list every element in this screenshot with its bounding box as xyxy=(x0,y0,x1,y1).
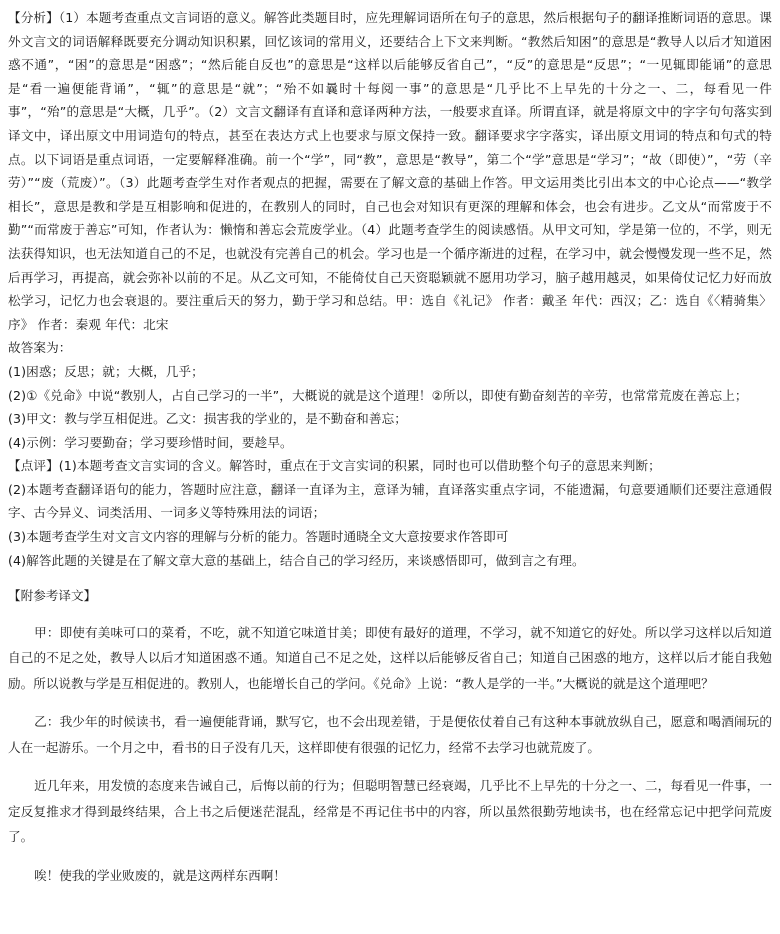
translation-heading: 【附参考译文】 xyxy=(8,588,97,604)
translation-text-2: 乙：我少年的时候读书，看一遍便能背诵，默写它，也不会出现差错，于是便依仗着自己有这种本事就放纵自己，愿意和喝酒闹玩的人在一起游乐。一个月之中，看书的日子没有几天，这样即使有很强的记忆力，经常不去学习也就荒废了。 xyxy=(8,714,772,755)
analysis-paragraph: 【分析】（1）本题考查重点文言词语的意义。解答此类题目时，应先理解词语所在句子的意思，然后根据句子的翻译推断词语的意思。课外文言文的词语解释既要充分调动知识积累，回忆该词的常用义，还要结合上下文来判断。“教然后知困”的意思是“教导人以后才知道困惑不通”，“困”的意思是“困惑”；“然后能自反也”的意思是“这样以后能够反省自己”，“反”的意思是“反思”；“一见辄即能诵”的意思是“看一遍便能背诵”，“辄”的意思是“就”；“殆不如曩时十每阅一事”的意思是“几乎比不上早先的十分之一、二，每看见一件事”，“殆”的意思是“大概，几乎”。（2）文言文翻译有直译和意译两种方法，一般要求直译。所谓直译，就是将原文中的字字句句落实到译文中，译出原文中用词造句的特点，甚至在表达方式上也要求与原文保持一致。翻译要求字字落实，译出原文用词的特点和句式的特点。以下词语是重点词语，一定要解释准确。前一个“学”，同“教”，意思是“教导”，第二个“学”意思是“学习”；“故（即使）”，“劳（辛劳）”“废（荒废）”。（3）此题考查学生对作者观点的把握，需要在了解文意的基础上作答。甲文运用类比引出本文的中心论点——“教学相长”，意思是教和学是互相影响和促进的，在教别人的同时，自己也会对知识有更深的理解和体会，也会有进步。乙文从“而常废于不勤”“而常废于善忘”可知，作者认为：懒惰和善忘会荒废学业。（4）此题考查学生的阅读感悟。从甲文可知，学是第一位的，不学，则无法获得知识，也无法知道自己的不足，也就没有完善自己的机会。学习也是一个循序渐进的过程，在学习中，就会慢慢发现一些不足，然后再学习，再提高，就会弥补以前的不足。从乙文可知，不能倚仗自己天资聪颖就不愿用功学习，脑子越用越灵，如果倚仗记忆力好而放松学习，记忆力也会衰退的。要注重后天的努力，勤于学习和总结。甲：选自《礼记》 作者：戴圣 年代：西汉；乙：选自《〈精骑集〉序》 作者：秦观 年代：北宋 xyxy=(8,10,772,332)
translation-paragraph-2 xyxy=(8,709,772,760)
comment-1: 【点评】(1)本题考查文言实词的含义。解答时，重点在于文言实词的积累，同时也可以借助整个句子的意思来判断； xyxy=(8,458,661,474)
section-gap xyxy=(8,572,772,584)
translation-text-4: 唉！使我的学业败废的，就是这两样东西啊！ xyxy=(34,867,286,883)
translation-paragraph-4 xyxy=(8,863,772,889)
section-gap xyxy=(8,608,772,620)
answer-3: (3)甲文：教与学互相促进。乙文：损害我的学业的，是不勤奋和善忘； xyxy=(8,411,407,427)
comment-2: (2)本题考查翻译语句的能力，答题时应注意，翻译一直译为主，意译为辅，直译落实重点字词，不能遗漏，句意要通顺们还要注意通假字、古今异义、词类活用、一词多义等特殊用法的词语； xyxy=(8,481,772,521)
translation-text-1: 甲：即使有美味可口的菜肴，不吃，就不知道它味道甘美；即使有最好的道理，不学习，就不知道它的好处。所以学习这样以后知道自己的不足之处，教导人以后才知道困惑不通。知道自己不足之处，这样以后能够反省自己；知道自己困惑的地方，这样以后才能自我勉励。所以说教与学是互相促进的。教别人，也能增长自己的学问。《兑命》上说：“教人是学的一半。”大概说的就是这个道理吧？ xyxy=(8,624,772,691)
answer-2: (2)①《兑命》中说“教别人，占自己学习的一半”，大概说的就是这个道理！②所以，即使有勤奋刻苦的辛劳，也常常荒废在善忘上； xyxy=(8,387,748,403)
answer-1: (1)困惑；反思；就；大概，几乎； xyxy=(8,363,204,379)
translation-paragraph-3 xyxy=(8,773,772,850)
translation-paragraph-1 xyxy=(8,620,772,697)
answer-label: 故答案为： xyxy=(8,340,72,356)
comment-4: (4)解答此题的关键是在了解文章大意的基础上，结合自己的学习经历，来谈感悟即可，做到言之有理。 xyxy=(8,552,585,568)
answer-4: (4)示例：学习要勤奋；学习要珍惜时间，要趁早。 xyxy=(8,434,293,450)
comment-3: (3)本题考查学生对文言文内容的理解与分析的能力。答题时通晓全文大意按要求作答即可 xyxy=(8,529,509,545)
translation-text-3: 近几年来，用发愤的态度来告诫自己，后悔以前的行为；但聪明智慧已经衰竭，几乎比不上早先的十分之一、二，每看见一件事，一定反复推求才得到最终结果，合上书之后便迷茫混乱，经常是不再记住书中的内容，所以虽然很勤劳地读书，也在经常忘记中把学问荒废了。 xyxy=(8,778,772,845)
